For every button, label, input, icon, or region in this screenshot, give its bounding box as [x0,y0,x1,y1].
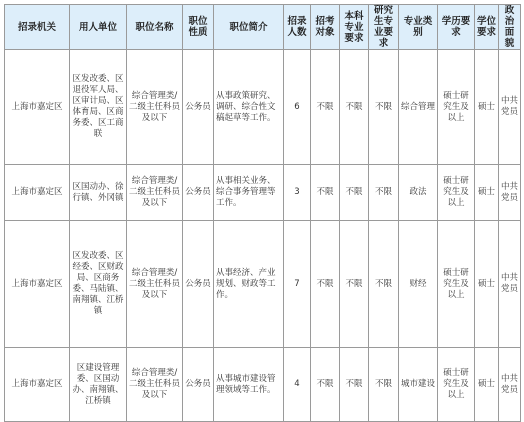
header-political: 政治面貌 [499,5,521,50]
cell-grad: 不限 [369,221,399,348]
cell-unit: 区发改委、区退役军人局、区审计局、区体育局、区商务委、区工商联 [70,50,127,165]
cell-grad: 不限 [369,50,399,165]
cell-unit: 区建设管理委、区国动办、南翔镇、江桥镇 [70,348,127,422]
cell-category: 城市建设 [399,348,438,422]
cell-agency: 上海市嘉定区 [5,165,70,221]
cell-intro: 从事相关业务、综合事务管理等工作。 [214,165,284,221]
header-undergrad: 本科专业要求 [340,5,369,50]
cell-nature: 公务员 [183,165,214,221]
cell-nature: 公务员 [183,50,214,165]
cell-grad: 不限 [369,348,399,422]
table-row [5,221,521,348]
cell-agency: 上海市嘉定区 [5,221,70,348]
table-row [5,50,521,165]
cell-education: 硕士研究生及以上 [438,348,475,422]
cell-grad: 不限 [369,165,399,221]
cell-category: 政法 [399,165,438,221]
cell-degree: 硕士 [475,50,499,165]
table-row [5,348,521,422]
header-unit: 用人单位 [70,5,127,50]
cell-position: 综合管理类/二级主任科员及以下 [127,50,183,165]
cell-target: 不限 [311,221,340,348]
cell-political: 中共党员 [499,221,521,348]
header-position: 职位名称 [127,5,183,50]
cell-intro: 从事经济、产业规划、财政等工作。 [214,221,284,348]
cell-nature: 公务员 [183,221,214,348]
cell-degree: 硕士 [475,221,499,348]
cell-target: 不限 [311,50,340,165]
cell-count: 7 [284,221,311,348]
cell-unit: 区国动办、徐行镇、外冈镇 [70,165,127,221]
recruitment-table [4,4,521,422]
cell-unit: 区发改委、区经委、区财政局、区商务委、马陆镇、南翔镇、江桥镇 [70,221,127,348]
cell-education: 硕士研究生及以上 [438,221,475,348]
header-nature: 职位性质 [183,5,214,50]
cell-agency: 上海市嘉定区 [5,50,70,165]
cell-count: 4 [284,348,311,422]
header-target: 招考对象 [311,5,340,50]
cell-intro: 从事城市建设管理领域等工作。 [214,348,284,422]
cell-target: 不限 [311,348,340,422]
header-education: 学历要求 [438,5,475,50]
cell-position: 综合管理类/二级主任科员及以下 [127,221,183,348]
cell-nature: 公务员 [183,348,214,422]
cell-political: 中共党员 [499,165,521,221]
header-agency: 招录机关 [5,5,70,50]
cell-intro: 从事政策研究、调研、综合性文稿起草等工作。 [214,50,284,165]
cell-political: 中共党员 [499,348,521,422]
cell-education: 硕士研究生及以上 [438,50,475,165]
header-intro: 职位简介 [214,5,284,50]
header-row [5,5,521,50]
cell-undergrad: 不限 [340,165,369,221]
cell-category: 综合管理 [399,50,438,165]
cell-undergrad: 不限 [340,348,369,422]
header-grad: 研究生专业要求 [369,5,399,50]
cell-target: 不限 [311,165,340,221]
cell-position: 综合管理类/二级主任科员及以下 [127,348,183,422]
cell-position: 综合管理类/二级主任科员及以下 [127,165,183,221]
cell-undergrad: 不限 [340,50,369,165]
cell-degree: 硕士 [475,165,499,221]
header-degree: 学位要求 [475,5,499,50]
cell-agency: 上海市嘉定区 [5,348,70,422]
header-count: 招录人数 [284,5,311,50]
cell-undergrad: 不限 [340,221,369,348]
cell-count: 6 [284,50,311,165]
cell-education: 硕士研究生及以上 [438,165,475,221]
cell-category: 财经 [399,221,438,348]
cell-count: 3 [284,165,311,221]
cell-degree: 硕士 [475,348,499,422]
header-category: 专业类别 [399,5,438,50]
cell-political: 中共党员 [499,50,521,165]
table-row [5,165,521,221]
